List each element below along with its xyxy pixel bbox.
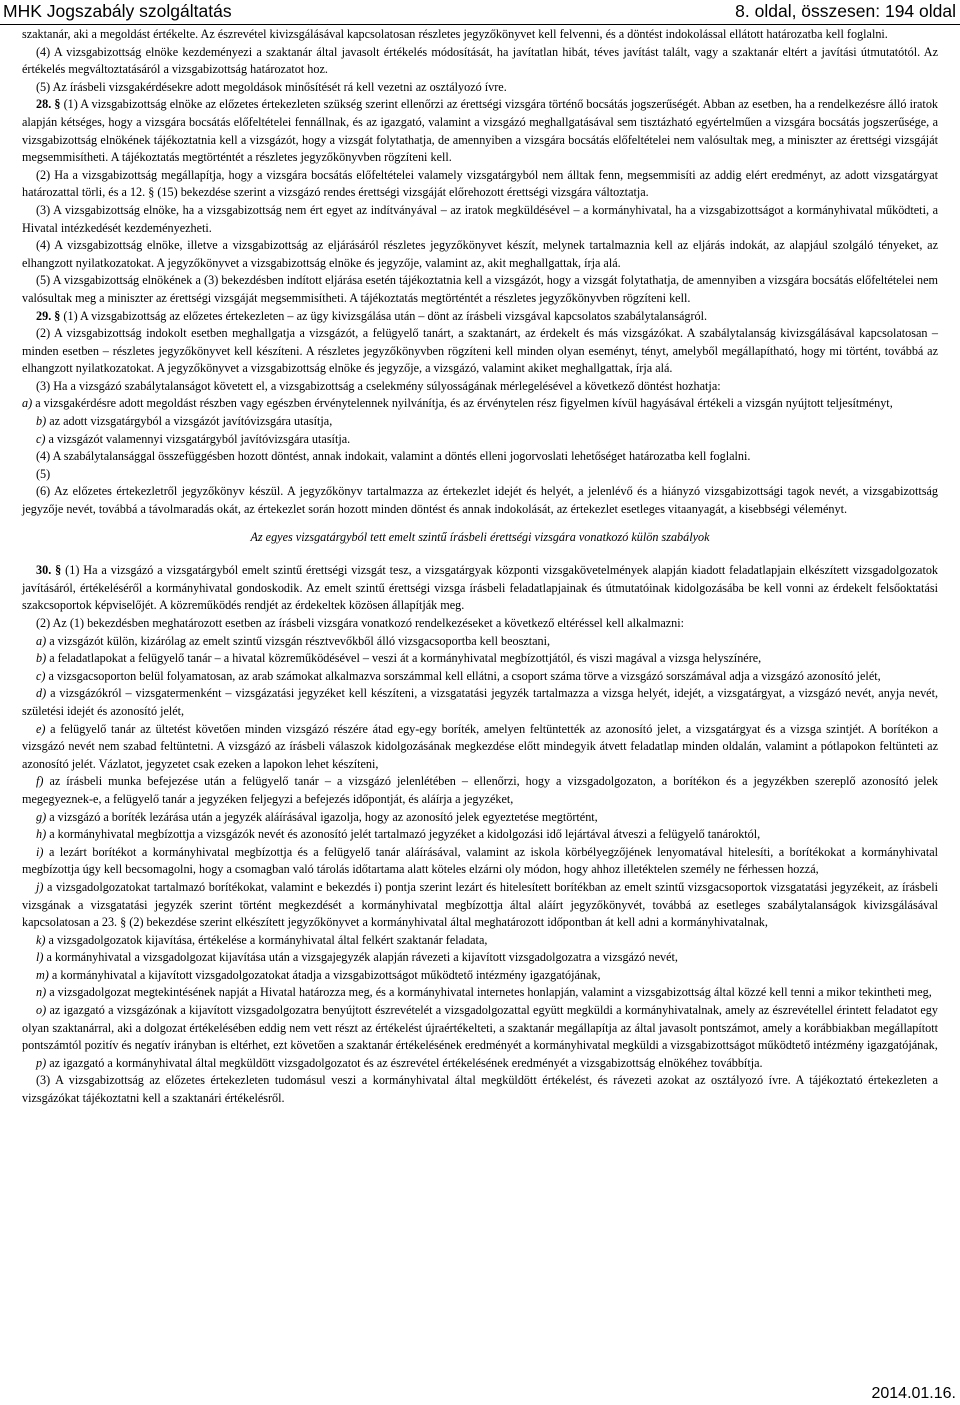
page-header — [0, 0, 960, 25]
section-number: 28. § — [36, 97, 61, 112]
list-item: a) a vizsgázót külön, kizárólag az emelt szintű vizsgán résztvevőkből álló vizsgacsoportba kell beosztani, — [36, 633, 551, 648]
section-number: 30. § — [36, 563, 62, 578]
list-item: b) az adott vizsgatárgyból a vizsgázót javítóvizsgára utasítja, — [36, 414, 333, 429]
footer-date: 2014.01.16. — [871, 1385, 956, 1403]
header-page-count: 8. oldal, összesen: 194 oldal — [735, 1, 956, 21]
list-item: p) az igazgató a kormányhivatal által megküldött vizsgadolgozatot és az észrevétel értékelésének eredményét a vizsgabizottság elnökéhez továbbítja. — [36, 1055, 763, 1070]
paragraph: (4) A vizsgabizottság elnöke, illetve a vizsgabizottság az eljárásáról részletes jegyzőkönyvet készít, melynek tartalmaznia kell az eljárás indokát, az alapjául szolgáló tényeket, az elhangzott nyilatkozatokat. A jegyzőkönyvet a vizsgabizottság elnöke és jegyzője, valamint az, akit meghallgattak, írja alá. — [22, 238, 938, 270]
list-item: c) a vizsgázót valamennyi vizsgatárgyból javítóvizsgára utasítja. — [36, 431, 351, 446]
paragraph: (5) — [36, 466, 51, 481]
list-item: e) a felügyelő tanár az ültetést követően minden vizsgázó részére átad egy-egy boríték, amelyen feltüntették az azonosító jelet, a vizsgatárgyat és a vizsga szintjét. A borítékon a vizsgázó nevét nem szabad feltüntetni. A vizsgázó az írásbeli válaszok kidolgozásának megkezdése előtt mindegyik átvett feladatlap minden oldalán, valamint a pótlapokon feltünteti az azonosító jelét. Vázlatot, jegyzetet csak ezeken a lapokon lehet készíteni, — [22, 721, 938, 771]
item-letter: c) — [36, 431, 46, 446]
list-item: o) az igazgató a vizsgázónak a kijavított vizsgadolgozatra benyújtott észrevételét a vizsgadolgozattal együtt megküldi a kormányhivatalnak, amely az észrevétellel érintett feladatot egy olyan szaktanárral, aki a dolgozat értékelésében eddig nem vett részt az értékelést újraértékelteti, a szaktanár megállapítja az által javasolt pontszámot, amely a korábbiakban megállapított pontszámtól pozitív és negatív irányban is eltérhet, ezt követően a szaktanár értékelésének eredményét a kormányhivatal megküldi a vizsgabizottságot működtető intézmény igazgatójának, — [22, 1003, 938, 1053]
list-item: l) a kormányhivatal a vizsgadolgozat kijavítása után a vizsgajegyzék alapján rávezeti a kijavított vizsgadolgozatra a vizsgázó nevét, — [36, 950, 678, 965]
section-28 — [22, 96, 938, 166]
paragraph: szaktanár, aki a megoldást értékelte. Az észrevétel kivizsgálásával kapcsolatosan részletes jegyzőkönyvet kell felvenni, és a döntést indokolással ellátott határozatba kell foglalni. — [22, 27, 888, 41]
list-item: h) a kormányhivatal megbízottja a vizsgázók nevét és azonosító jelét tartalmazó jegyzéket a kidolgozási idő lejártával átveszi a felügyelő tanároktól, — [36, 827, 761, 842]
list-item: b) a feladatlapokat a felügyelő tanár – a hivatal közreműködésével – veszi át a kormányhivatal megbízottjától, és viszi magával a vizsga helyszínére, — [36, 651, 762, 666]
section-30 — [22, 562, 938, 615]
item-letter: a) — [22, 396, 33, 411]
paragraph: (6) Az előzetes értekezletről jegyzőkönyv készül. A jegyzőkönyv tartalmazza az értekezlet idejét és helyét, a jelenlévő és a hiányzó vizsgabizottsági tagok nevét, a vizsgabizottság jegyzője nevét, továbbá a távolmaradás okát, az értekezlet során hozott minden döntést és annak indokolását, az értekezlet esetleges vitaanyagát, a kisebbségi véleményt. — [22, 484, 938, 517]
paragraph: (1) A vizsgabizottság az előzetes értekezleten – az ügy kivizsgálása után – dönt az írásbeli vizsgával kapcsolatos szabálytalanságról. — [63, 308, 708, 323]
paragraph: (3) A vizsgabizottság elnöke, ha a vizsgabizottság nem ért egyet az indítványával – az iratok megküldésével – a kormányhivatal, ha a vizsgabizottságot a kormányhivatal működteti, a Hivatal intézkedését kezdeményezheti. — [22, 202, 938, 235]
section-title: Az egyes vizsgatárgyból tett emelt szintű írásbeli érettségi vizsgára vonatkozó külön szabályok — [250, 529, 710, 544]
paragraph: (4) A vizsgabizottság elnöke kezdeményezi a szaktanár által javasolt értékelés módosítását, ha javítatlan hibát, téves javítást talált, vagy a szaktanár eltért a javítási útmutatótól. Az értékelés megváltoztatásáról a vizsgabizottság határozatot hoz. — [22, 44, 938, 77]
document-body — [22, 26, 938, 1108]
section-29 — [22, 308, 938, 326]
paragraph: (5) Az írásbeli vizsgakérdésekre adott megoldások minősítését rá kell vezetni az osztályozó ívre. — [36, 79, 507, 94]
paragraph: (4) A szabálytalansággal összefüggésben hozott döntést, annak indokait, valamint a döntés elleni jogorvoslati lehetőséget határozatba kell foglalni. — [36, 449, 751, 464]
list-item: n) a vizsgadolgozat megtekintésének napját a Hivatal határozza meg, és a kormányhivatal internetes honlapján, valamint a vizsgabizottság által közzé kell tenni a mikor tekintheti meg, — [36, 985, 932, 1000]
list-item: k) a vizsgadolgozatok kijavítása, értékelése a kormányhivatal által felkért szaktanár feladata, — [36, 932, 488, 947]
list-item: m) a kormányhivatal a kijavított vizsgadolgozatokat átadja a vizsgabizottságot működtető intézmény igazgatójának, — [36, 967, 601, 982]
paragraph: (2) Az (1) bekezdésben meghatározott esetben az írásbeli vizsgára vonatkozó rendelkezéseket a következő eltéréssel kell alkalmazni: — [36, 616, 685, 630]
paragraph: (5) A vizsgabizottság elnökének a (3) bekezdésben indított eljárása esetén tájékoztatnia kell a vizsgázót, hogy a vizsgát folytathatja, de amennyiben a vizsgára bocsátás előfeltételei nem valósultak meg a miniszter az érettségi vizsgáját megsemmisítheti. A tájékoztatás megtörténtét a részletes jegyzőkönyvben rögzíteni kell. — [22, 273, 938, 305]
list-item: i) a lezárt borítékot a kormányhivatal megbízottja és a felügyelő tanár aláírásával, valamint az iskola körbélyegzőjének lenyomatával hitelesíti, a borítékokat a kormányhivatal megbízottja úgy kell becsomagolni, hogy a csomagban való tárolás időtartama alatt köteles elzárni oly módon, hogy ahhoz illetéktelen személy ne férhessen hozzá, — [22, 844, 939, 877]
section-number: 29. § — [36, 308, 61, 323]
paragraph: (3) A vizsgabizottság az előzetes értekezleten tudomásul veszi a kormányhivatal által megküldött értékelést, és rávezeti azokat az osztályozó ívre. A tájékoztató értekezleten a vizsgázókat tájékoztatni kell a szaktanári értékelésről. — [22, 1073, 938, 1106]
item-letter: b) — [36, 414, 47, 429]
list-item: j) a vizsgadolgozatokat tartalmazó borítékokat, valamint e bekezdés i) pontja szerint lezárt és hitelesített borítékban az emelt szintű vizsgacsoportok vizsgatatási jegyzékeit, az írásbeli vizsgának a vizsgatatási jegyzék szerint történt megkezdését a kormányhivatal megbízottja által aláírt jegyzőkönyvét, továbbá az esetleges szabálytalanságok kivizsgálásával kapcsolatosan a 23. § (2) bekezdése szerint elkészített jegyzőkönyvet a kormányhivatal által meghatározott időpontban át kell adni a kormányhivatalnak, — [22, 879, 938, 930]
list-item: c) a vizsgacsoporton belül folyamatosan, az arab számokat alkalmazva sorszámmal kell ellátni, a csoport száma törve a vizsgázó sorszámával adja a vizsgázó azonosító jelét, — [36, 668, 881, 683]
paragraph: (1) A vizsgabizottság elnöke az előzetes értekezleten szükség szerint ellenőrzi az érettségi vizsgára történő bocsátás jogszerűségét. Abban az esetben, ha a rendelkezésre álló iratok alapján kétséges, hogy a vizsgára bocsátás előfeltételei fennállnak, és az igazgató, valamint a vizsgázó meghallgatásával sem tisztázható egyértelműen a vizsgára bocsátás jogszerűsége, a vizsgabizottság elnökének tájékoztatnia kell a vizsgázót, hogy a vizsgát folytathatja, de amennyiben a vizsgára bocsátás előfeltételei nem valósultak meg, a miniszter az érettségi vizsgáját megsemmisítheti. A tájékoztatás megtörténtét a részletes jegyzőkönyvben rögzíteni kell. — [22, 97, 939, 165]
paragraph: (3) Ha a vizsgázó szabálytalanságot követett el, a vizsgabizottság a cselekmény súlyosságának mérlegelésével a következő döntést hozhatja: — [36, 378, 721, 393]
header-title: MHK Jogszabály szolgáltatás — [3, 1, 232, 21]
list-item: d) a vizsgázókról – vizsgatermenként – vizsgázatási jegyzéket kell készíteni, a vizsgatatási jegyzék tartalmazza a vizsga helyét, idejét, a vizsgatárgyat, a vizsgázó nevét, anyja nevét, születési idejét és azonosító jelét, — [22, 686, 939, 718]
list-item: a) a vizsgakérdésre adott megoldást részben vagy egészben érvénytelennek nyilvánítja, és az érvénytelen rész figyelmen kívül hagyásával értékeli a vizsgán nyújtott teljesítményt, — [22, 396, 893, 411]
list-item: g) a vizsgázó a boríték lezárása után a jegyzék aláírásával igazolja, hogy az azonosító jelek egyeztetése megtörtént, — [36, 809, 598, 824]
list-item: f) az írásbeli munka befejezése után a felügyelő tanár – a vizsgázó jelenlétében – ellenőrzi, hogy a vizsgadolgozaton, a borítékon és a jegyzékben szereplő azonosító jelek megegyeznek-e, a felügyelő tanár a jegyzéken feljegyzi a befejezés időpontját, és aláírja a jegyzéket, — [22, 774, 939, 806]
paragraph: (2) Ha a vizsgabizottság megállapítja, hogy a vizsgára bocsátás előfeltételei valamely vizsgatárgyból nem álltak fenn, megsemmisíti az addig elért eredményt, az adott vizsgatárgyat határozattal törli, és a 12. § (15) bekezdése szerint a vizsgázó rendes érettségi vizsgáját előrehozott érettségi vizsgára változtatja. — [22, 167, 938, 200]
paragraph: (2) A vizsgabizottság indokolt esetben meghallgatja a vizsgázót, a felügyelő tanárt, a szaktanárt, az érdekelt és más vizsgázókat. A szabálytalanság kivizsgálásával kapcsolatosan – minden esetben – részletes jegyzőkönyvet kell készíteni. A részletes jegyzőkönyvben rögzíteni kell minden olyan eseményt, tényt, amelyből megállapítható, hogy mi történt, továbbá az elhangzott nyilatkozatokat. A jegyzőkönyvet a vizsgabizottság elnöke és jegyzője, a vizsgázó, valamint akiket meghallgattak, írja alá. — [22, 326, 938, 376]
paragraph: (1) Ha a vizsgázó a vizsgatárgyból emelt szintű érettségi vizsgát tesz, a vizsgatárgyak központi vizsgakövetelmények alapján kiadott feladatlapjain elkészített vizsgadolgozatok javításáról, értékeléséről a kormányhivatal gondoskodik. Az emelt szintű érettségi vizsga írásbeli feladatlapjainak és útmutatóinak kidolgozásába be kell vonni az érdekelt felsőoktatási szakcsoportok képviselőjét. A közreműködés rendjét az érdekeltek közösen állapítják meg. — [22, 563, 939, 613]
